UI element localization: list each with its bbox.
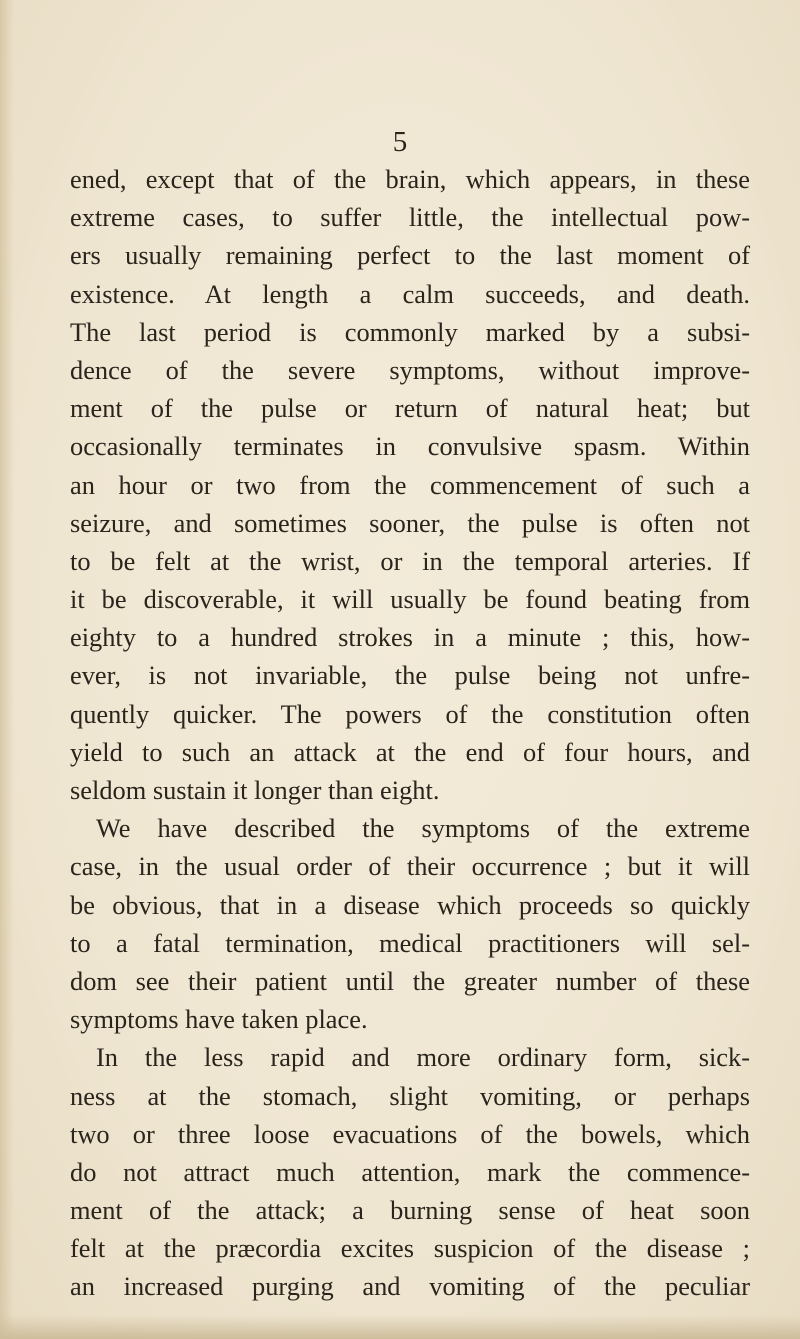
text-line: two or three loose evacuations of the bowels, which <box>70 1118 750 1149</box>
text-line: an hour or two from the commencement of such a <box>70 469 750 500</box>
text-line: eighty to a hundred strokes in a minute ; this, how- <box>70 622 750 653</box>
text-line: ers usually remaining perfect to the last moment of <box>70 240 750 271</box>
text-line: an increased purging and vomiting of the peculiar <box>70 1271 750 1302</box>
text-line: to be felt at the wrist, or in the temporal arteries. If <box>70 545 750 576</box>
text-line: ment of the attack; a burning sense of heat soon <box>70 1195 750 1226</box>
text-line: quently quicker. The powers of the constitution often <box>70 698 750 729</box>
page-shadow-left <box>0 0 14 1339</box>
text-line: yield to such an attack at the end of four hours, and <box>70 736 750 767</box>
text-line: seizure, and sometimes sooner, the pulse is often not <box>70 507 750 538</box>
text-line: ment of the pulse or return of natural heat; but <box>70 393 750 424</box>
text-line: ened, except that of the brain, which appears, in these <box>70 164 750 194</box>
text-line: ness at the stomach, slight vomiting, or perhaps <box>70 1080 750 1111</box>
text-line: existence. At length a calm succeeds, and death. <box>70 278 750 309</box>
text-line: occasionally terminates in convulsive spasm. Within <box>70 431 750 462</box>
body-text <box>70 160 750 1306</box>
text-line: The last period is commonly marked by a subsi- <box>70 316 750 347</box>
text-line: dom see their patient until the greater number of these <box>70 965 750 996</box>
text-line: In the less rapid and more ordinary form, sick- <box>96 1042 750 1073</box>
text-line: We have described the symptoms of the extreme <box>96 813 750 844</box>
text-line: ever, is not invariable, the pulse being not unfre- <box>70 660 750 691</box>
text-line: felt at the præcordia excites suspicion of the disease ; <box>70 1233 750 1264</box>
text-line: be obvious, that in a disease which proceeds so quickly <box>70 889 750 920</box>
text-line: extreme cases, to suffer little, the intellectual pow- <box>70 202 750 233</box>
text-line: it be discoverable, it will usually be found beating from <box>70 584 750 615</box>
text-line: case, in the usual order of their occurrence ; but it will <box>70 851 750 882</box>
text-line: to a fatal termination, medical practitioners will sel- <box>70 927 750 958</box>
text-line: symptoms have taken place. <box>70 1004 368 1035</box>
text-line: seldom sustain it longer than eight. <box>70 775 440 805</box>
text-line: do not attract much attention, mark the commence- <box>70 1156 750 1187</box>
text-line: dence of the severe symptoms, without improve- <box>70 354 750 385</box>
page-number: 5 <box>392 126 408 158</box>
page-shadow-bottom <box>0 1315 800 1339</box>
